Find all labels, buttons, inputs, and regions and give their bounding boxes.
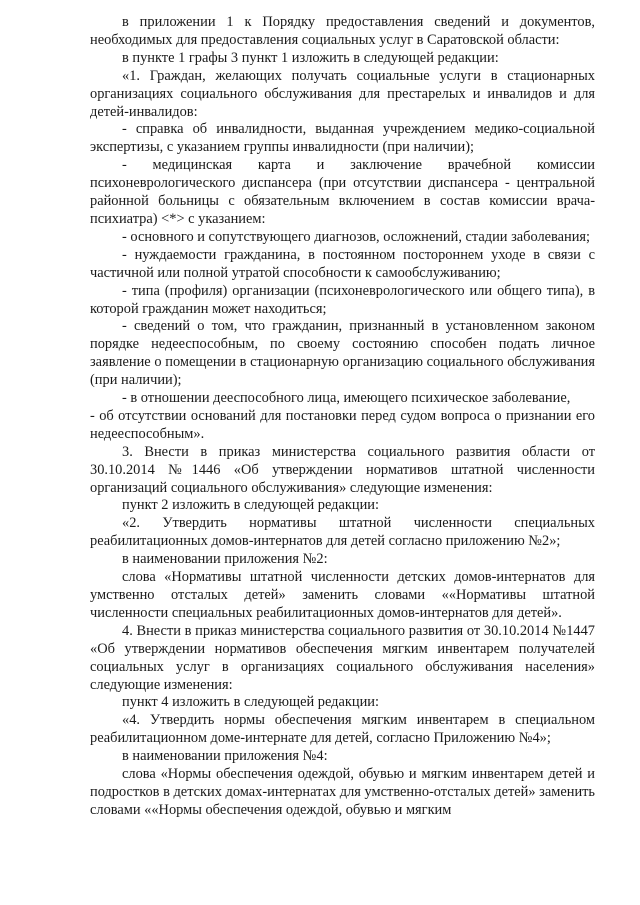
paragraph-item1-instruction: в пункте 1 графы 3 пункт 1 изложить в следующей редакции: [122,49,499,66]
document-body [90,14,595,820]
paragraph-appendix4-words: слова «Нормы обеспечения одеждой, обувью и мягким инвентарем детей и подростков в детских домах-интернатах для умственно-отсталых детей» заменить словами ««Нормы обеспечения одеждой, обувью и мягким [90,766,595,818]
paragraph-incapacity-info: - сведений о том, что гражданин, признанный в установленном законом порядке недееспособным, по своему состоянию способен подать личное заявление о помещении в стационарную организацию социального обслуживания (при наличии); [90,318,595,389]
paragraph-appendix2-words: слова «Нормативы штатной численности детских домов-интернатов для умственно отсталых детей» заменить словами ««Нормативы штатной численности специальных реабилитационных домов-интернатов для детей». [90,569,595,621]
paragraph-item2-instruction: пункт 2 изложить в следующей редакции: [122,497,379,514]
paragraph-item4-instruction: пункт 4 изложить в следующей редакции: [122,694,379,711]
paragraph-no-grounds: - об отсутствии оснований для постановки перед судом вопроса о признании его недееспособным». [90,407,595,442]
paragraph-capable-person: - в отношении дееспособного лица, имеющего психическое заболевание, [122,390,571,407]
paragraph-section-4: 4. Внести в приказ министерства социального развития от 30.10.2014 №1447 «Об утверждении нормативов обеспечения мягким инвентарем получателей социальных услуг в организациях социального обслуживания населения» следующие изменения: [90,622,595,693]
paragraph-organization-type: - типа (профиля) организации (психоневрологического или общего типа), в которой гражданин может находиться; [90,282,595,317]
paragraph-disability-certificate: - справка об инвалидности, выданная учреждением медико-социальной экспертизы, с указанием группы инвалидности (при наличии); [90,121,595,156]
paragraph-appendix-intro: в приложении 1 к Порядку предоставления сведений и документов, необходимых для предоставления социальных услуг в Саратовской области: [90,14,595,48]
paragraph-diagnoses: - основного и сопутствующего диагнозов, осложнений, стадии заболевания; [122,228,591,245]
paragraph-section-3: 3. Внести в приказ министерства социального развития области от 30.10.2014 №1446 «Об утверждении нормативов штатной численности организаций социального обслуживания» следующие изменения: [90,443,595,496]
paragraph-care-need: - нуждаемости гражданина, в постоянном постороннем уходе в связи с частичной или полной утратой способности к самообслуживанию; [90,246,595,281]
paragraph-item4-text: «4. Утвердить нормы обеспечения мягким инвентарем в специальном реабилитационном доме-интернате для детей, согласно Приложению №4»; [90,712,595,747]
paragraph-item1-heading: «1. Граждан, желающих получать социальные услуги в стационарных организациях социального обслуживания для престарелых и инвалидов и для детей-инвалидов: [90,67,595,120]
paragraph-appendix2-title: в наименовании приложения №2: [122,551,328,568]
paragraph-appendix4-title: в наименовании приложения №4: [122,748,328,765]
paragraph-item2-text: «2. Утвердить нормативы штатной численности специальных реабилитационных домов-интернатов для детей согласно приложению №2»; [90,515,595,550]
paragraph-medical-card: - медицинская карта и заключение врачебной комиссии психоневрологического диспансера (при отсутствии диспансера - центральной районной больницы с обязательным включением в состав комиссии врача-психиатра) <*> с указанием: [90,157,595,227]
